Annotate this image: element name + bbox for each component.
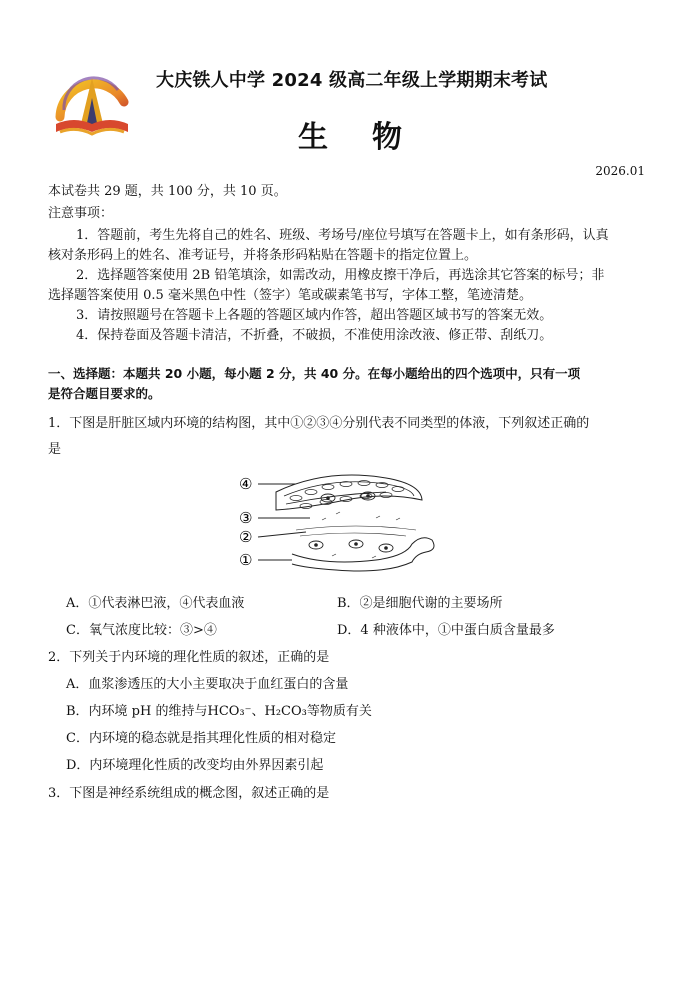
notice-line: 1．答题前，考生先将自己的姓名、班级、考场号/座位号填写在答题卡上，如有条形码，认真: [76, 228, 609, 243]
q2-option-a: A．血浆渗透压的大小主要取决于血红蛋白的含量: [66, 677, 349, 692]
diagram-label-4: ④: [239, 475, 253, 493]
notice-line: 2．选择题答案使用 2B 铅笔填涂，如需改动，用橡皮擦干净后，再选涂其它答案的标号；非: [76, 268, 605, 283]
notice-line: 3．请按照题号在答题卡上各题的答题区域内作答，超出答题区域书写的答案无效。: [76, 308, 553, 323]
notice-line: 4．保持卷面及答题卡清洁，不折叠，不破损，不准使用涂改液、修正带、刮纸刀。: [76, 328, 553, 343]
q2-option-d: D．内环境理化性质的改变均由外界因素引起: [66, 758, 324, 773]
q2-option-c: C．内环境的稳态就是指其理化性质的相对稳定: [66, 731, 336, 746]
question-1-stem: 是: [48, 442, 62, 457]
diagram-label-1: ①: [239, 551, 253, 569]
exam-date: 2026.01: [595, 164, 645, 178]
q1-option-a: A．①代表淋巴液，④代表血液: [66, 596, 245, 611]
section-heading: 是符合题目要求的。: [48, 386, 161, 401]
q1-option-d: D．4 种液体中，①中蛋白质含量最多: [337, 623, 555, 638]
question-1-stem: 1．下图是肝脏区域内环境的结构图，其中①②③④分别代表不同类型的体液，下列叙述正确的: [48, 416, 590, 431]
school-exam-title: 大庆铁人中学 2024 级高二年级上学期期末考试: [156, 70, 548, 91]
subject-title: 生物: [298, 120, 446, 155]
q2-option-b: B．内环境 pH 的维持与HCO₃⁻、H₂CO₃等物质有关: [66, 704, 372, 719]
notice-line: 核对条形码上的姓名、准考证号，并将条形码粘贴在答题卡的指定位置上。: [48, 248, 478, 263]
q1-option-b: B．②是细胞代谢的主要场所: [337, 596, 503, 611]
notice-line: 选择题答案使用 0.5 毫米黑色中性（签字）笔或碳素笔书写，字体工整，笔迹清楚。: [48, 288, 532, 303]
question-3-stem: 3．下图是神经系统组成的概念图，叙述正确的是: [48, 786, 330, 801]
diagram-label-3: ③: [239, 509, 253, 527]
section-heading: 一、选择题：本题共 20 小题，每小题 2 分，共 40 分。在每小题给出的四个选项中，只有一项: [48, 366, 581, 381]
liver-tissue-diagram: [236, 470, 446, 575]
notice-label: 注意事项：: [48, 206, 114, 221]
paper-info: 本试卷共 29 题，共 100 分，共 10 页。: [48, 184, 287, 199]
school-logo-icon: [50, 62, 134, 140]
question-2-stem: 2．下列关于内环境的理化性质的叙述，正确的是: [48, 650, 330, 665]
diagram-label-2: ②: [239, 528, 253, 546]
q1-option-c: C．氧气浓度比较：③>④: [66, 623, 217, 638]
